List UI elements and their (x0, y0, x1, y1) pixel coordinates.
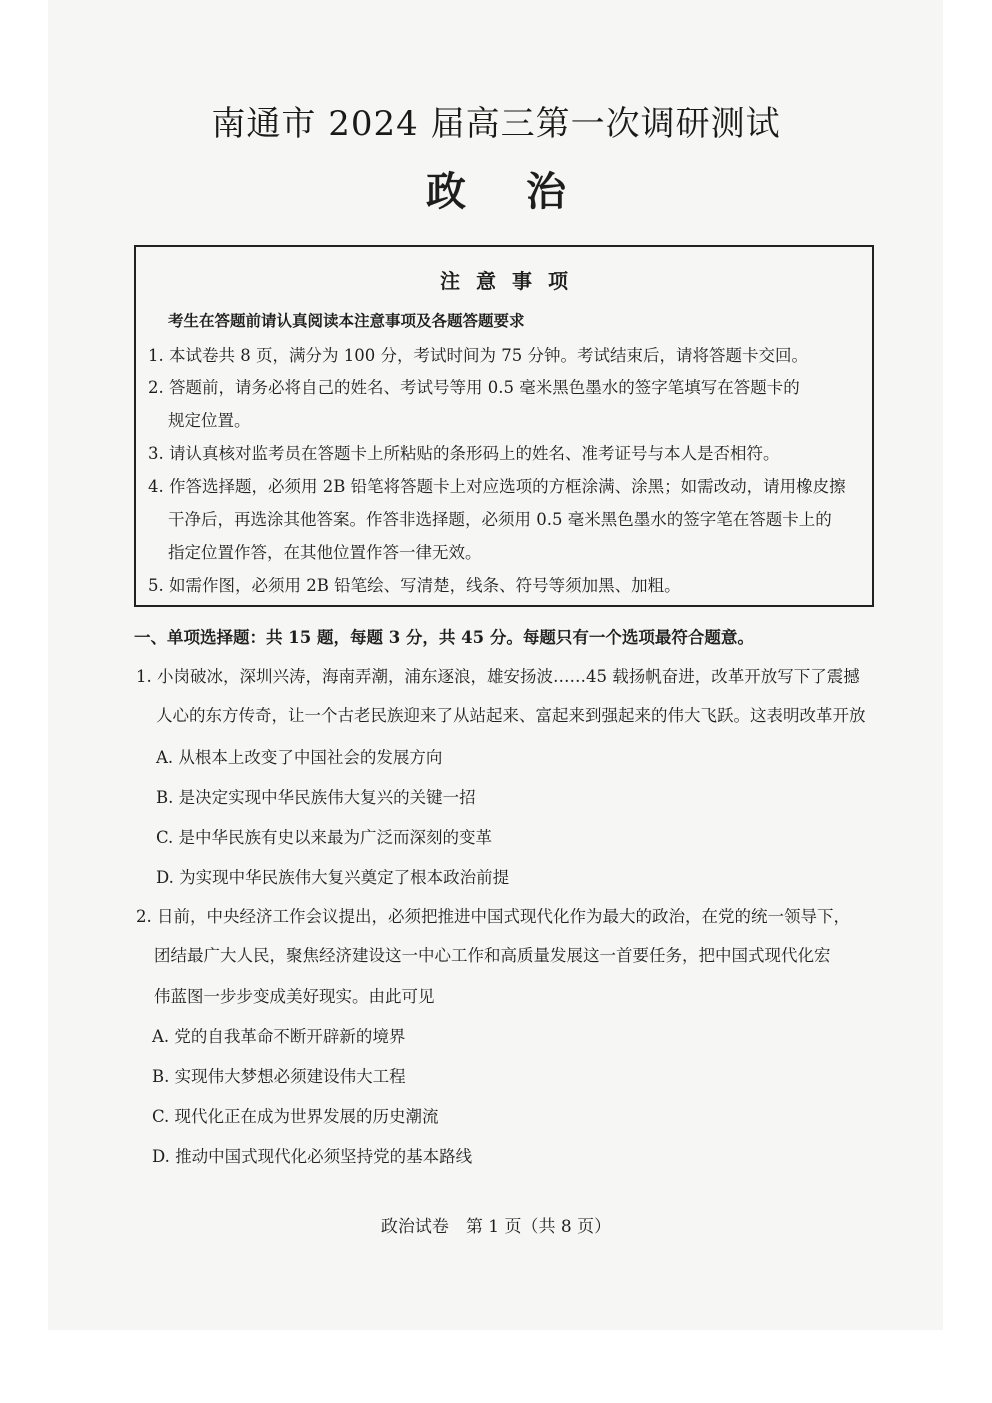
notice-item-continued: 指定位置作答，在其他位置作答一律无效。 (168, 543, 482, 562)
question-stem-line: 伟蓝图一步步变成美好现实。由此可见 (154, 987, 435, 1006)
notice-item: 2. 答题前，请务必将自己的姓名、考试号等用 0.5 毫米黑色墨水的签字笔填写在答题卡的 (148, 378, 800, 397)
option-c: C. 是中华民族有史以来最为广泛而深刻的变革 (156, 828, 493, 847)
notice-item: 5. 如需作图，必须用 2B 铅笔绘、写清楚，线条、符号等须加黑、加粗。 (148, 576, 681, 595)
option-b: B. 实现伟大梦想必须建设伟大工程 (152, 1067, 406, 1086)
notice-item-continued: 干净后，再选涂其他答案。作答非选择题，必须用 0.5 毫米黑色墨水的签字笔在答题卡上的 (168, 510, 832, 529)
option-b: B. 是决定实现中华民族伟大复兴的关键一招 (156, 788, 476, 807)
subject-title: 政治 (426, 168, 626, 215)
question-stem-line: 人心的东方传奇，让一个古老民族迎来了从站起来、富起来到强起来的伟大飞跃。这表明改革开放 (156, 706, 866, 725)
question-stem-line: 2. 日前，中央经济工作会议提出，必须把推进中国式现代化作为最大的政治，在党的统一领导下， (136, 907, 850, 926)
notice-heading: 注意事项 (440, 269, 584, 293)
section-heading: 一、单项选择题：共 15 题，每题 3 分，共 45 分。每题只有一个选项最符合题意。 (134, 628, 754, 647)
notice-item: 4. 作答选择题，必须用 2B 铅笔将答题卡上对应选项的方框涂满、涂黑；如需改动，请用橡皮擦 (148, 477, 846, 496)
option-d: D. 推动中国式现代化必须坚持党的基本路线 (152, 1147, 473, 1166)
notice-item: 3. 请认真核对监考员在答题卡上所粘贴的条形码上的姓名、准考证号与本人是否相符。 (148, 444, 780, 463)
page-footer: 政治试卷 第 1 页（共 8 页） (380, 1217, 612, 1237)
question-stem-line: 1. 小岗破冰，深圳兴涛，海南弄潮，浦东逐浪，雄安扬波……45 载扬帆奋进，改革开放写下了震撼 (136, 667, 860, 686)
option-d: D. 为实现中华民族伟大复兴奠定了根本政治前提 (156, 868, 510, 887)
option-a: A. 党的自我革命不断开辟新的境界 (152, 1027, 406, 1046)
notice-item: 1. 本试卷共 8 页，满分为 100 分，考试时间为 75 分钟。考试结束后，请将答题卡交回。 (148, 346, 808, 365)
notice-intro: 考生在答题前请认真阅读本注意事项及各题答题要求 (168, 311, 525, 330)
option-c: C. 现代化正在成为世界发展的历史潮流 (152, 1107, 439, 1126)
question-stem-line: 团结最广大人民，聚焦经济建设这一中心工作和高质量发展这一首要任务，把中国式现代化宏 (154, 946, 831, 965)
option-a: A. 从根本上改变了中国社会的发展方向 (156, 748, 443, 767)
notice-box (134, 245, 874, 607)
notice-item-continued: 规定位置。 (168, 411, 251, 430)
exam-title: 南通市 2024 届高三第一次调研测试 (211, 104, 781, 144)
